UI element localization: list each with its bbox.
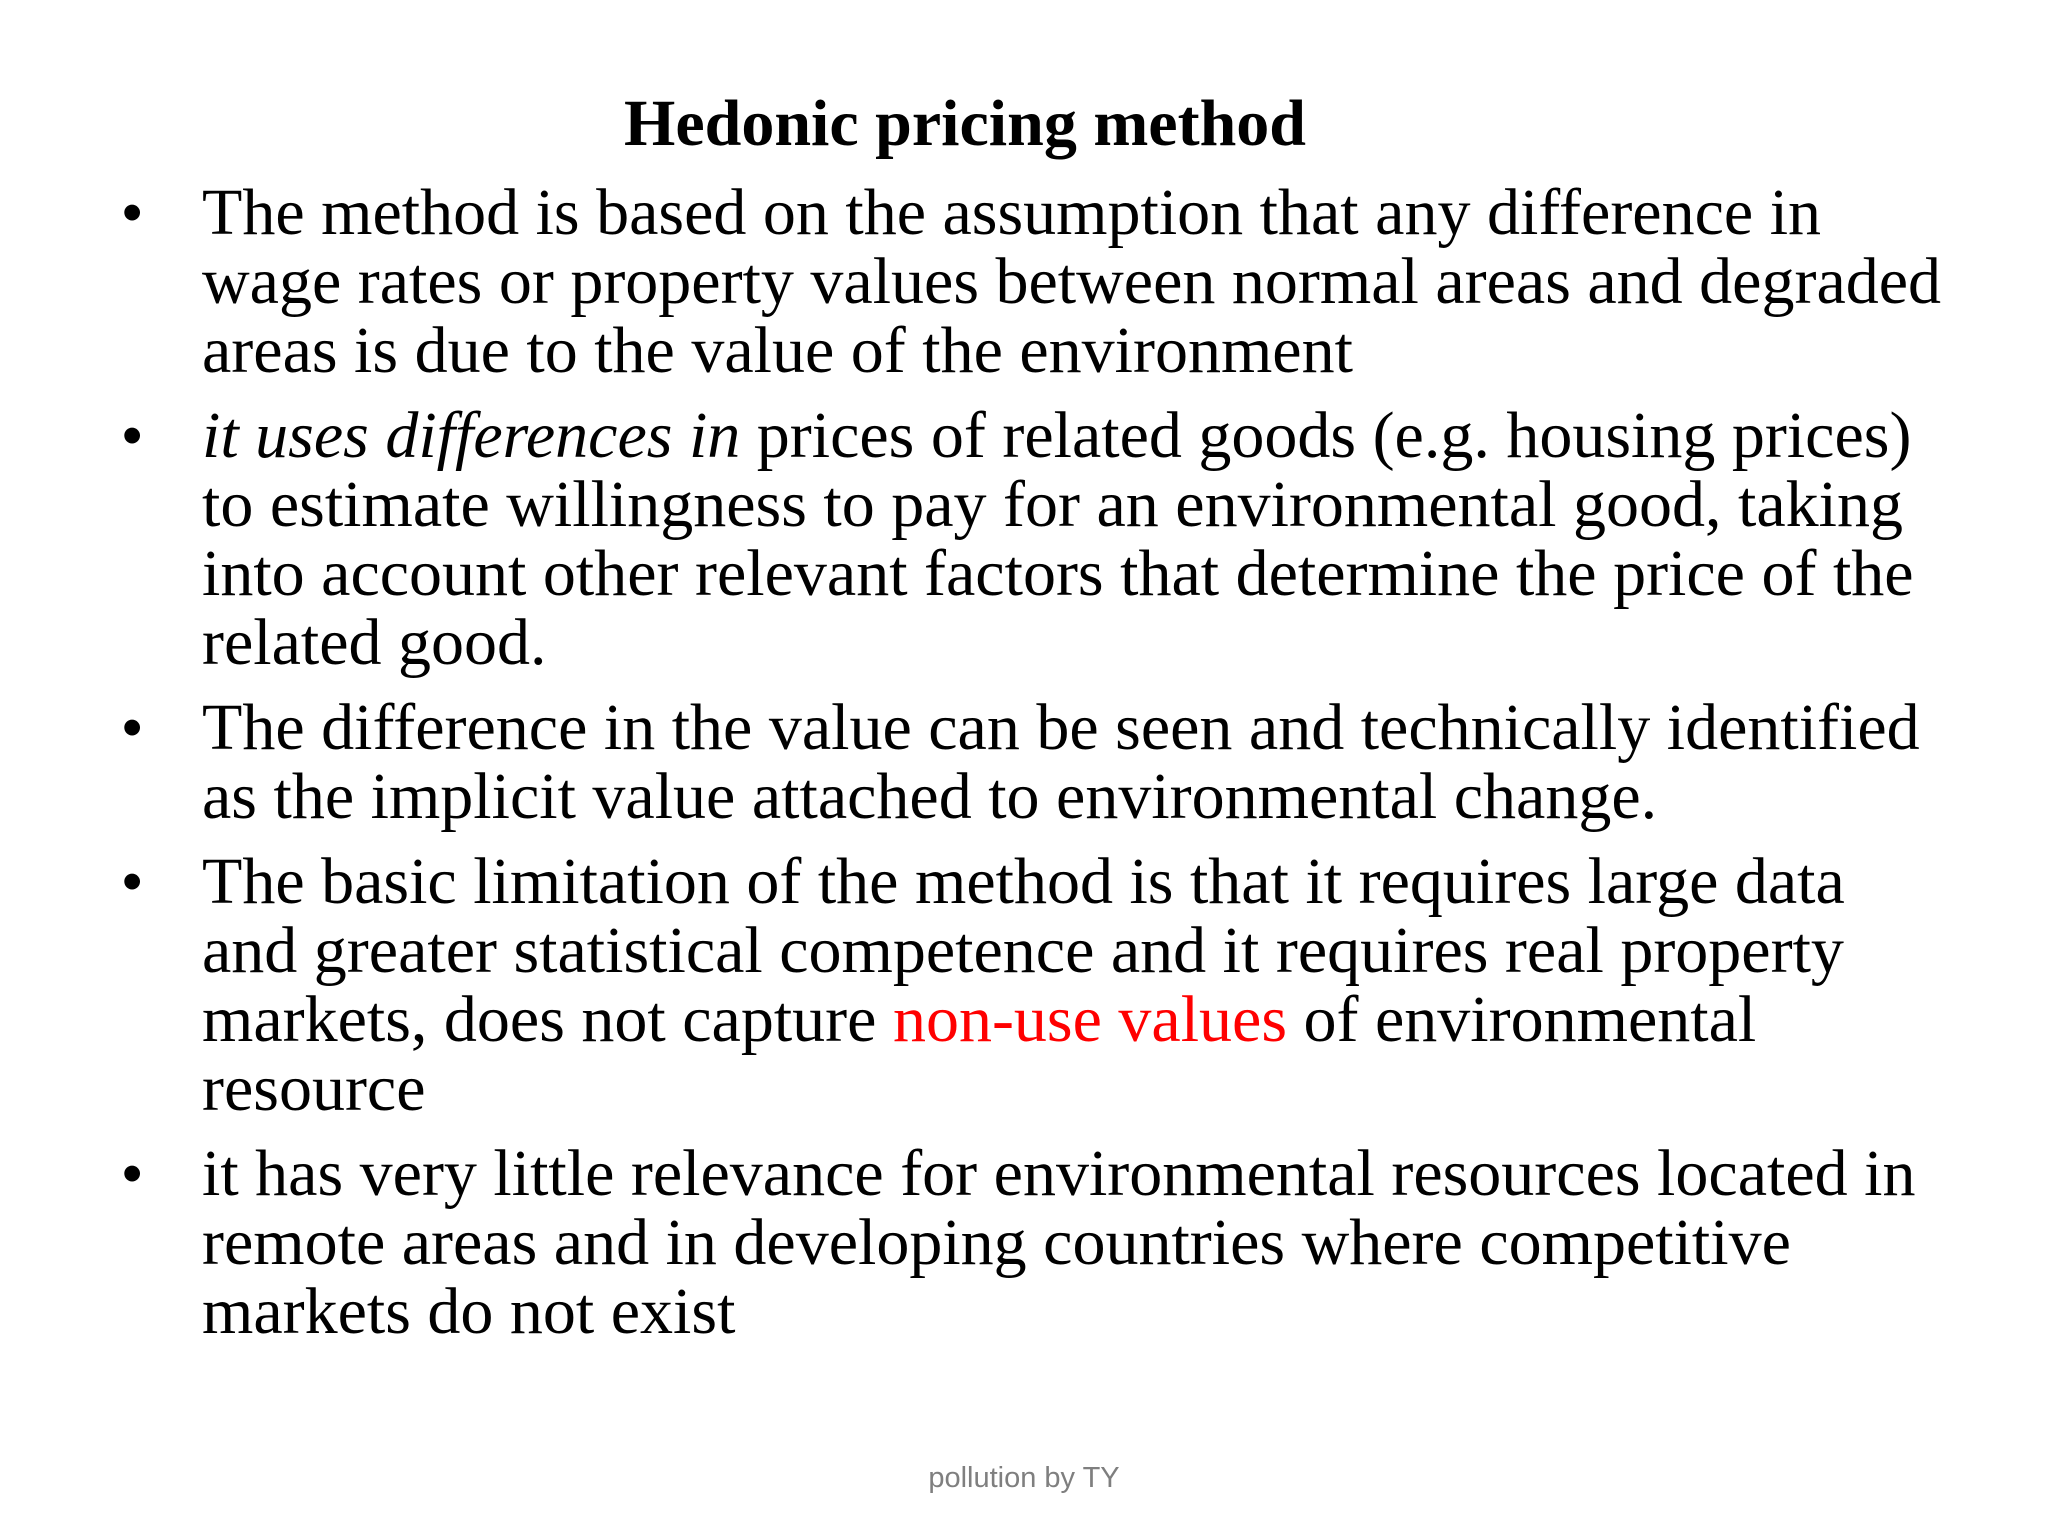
highlighted-term: non-use values (892, 983, 1288, 1056)
bullet-text: prices of related goods (e.g. housing prices) to estimate willingness to pay for an environmental good, taking into account other relevant factors that determine the price of the related good. (202, 399, 1914, 679)
bullet-icon: • (122, 695, 143, 760)
bullet-icon: • (122, 849, 143, 914)
bullet-item (122, 399, 1942, 679)
bullet-item (122, 845, 1942, 1125)
bullet-item (122, 176, 1942, 387)
bullet-icon: • (122, 403, 143, 468)
bullet-text: The basic limitation of the method is that it requires large data and greater statistical competence and it requires real property markets, does not capture (202, 845, 1845, 1056)
bullet-text: The method is based on the assumption that any difference in wage rates or property values between normal areas and degraded areas is due to the value of the environment (202, 176, 1942, 387)
bullet-icon: • (122, 1141, 143, 1206)
bullet-item (122, 691, 1942, 833)
bullet-italic-lead: it uses differences in (202, 399, 741, 472)
bullet-list (122, 176, 1942, 1362)
bullet-text: The difference in the value can be seen and technically identified as the implicit value attached to environmental change. (202, 691, 1920, 833)
bullet-icon: • (122, 180, 143, 245)
bullet-text: it has very little relevance for environmental resources located in remote areas and in developing countries where competitive markets do not exist (202, 1137, 1916, 1348)
footer-text: pollution by TY (928, 1462, 1120, 1494)
bullet-item (122, 1137, 1942, 1348)
bullet-text-tail: of environmental resource (202, 983, 1757, 1125)
slide-title: Hedonic pricing method (623, 87, 1306, 160)
